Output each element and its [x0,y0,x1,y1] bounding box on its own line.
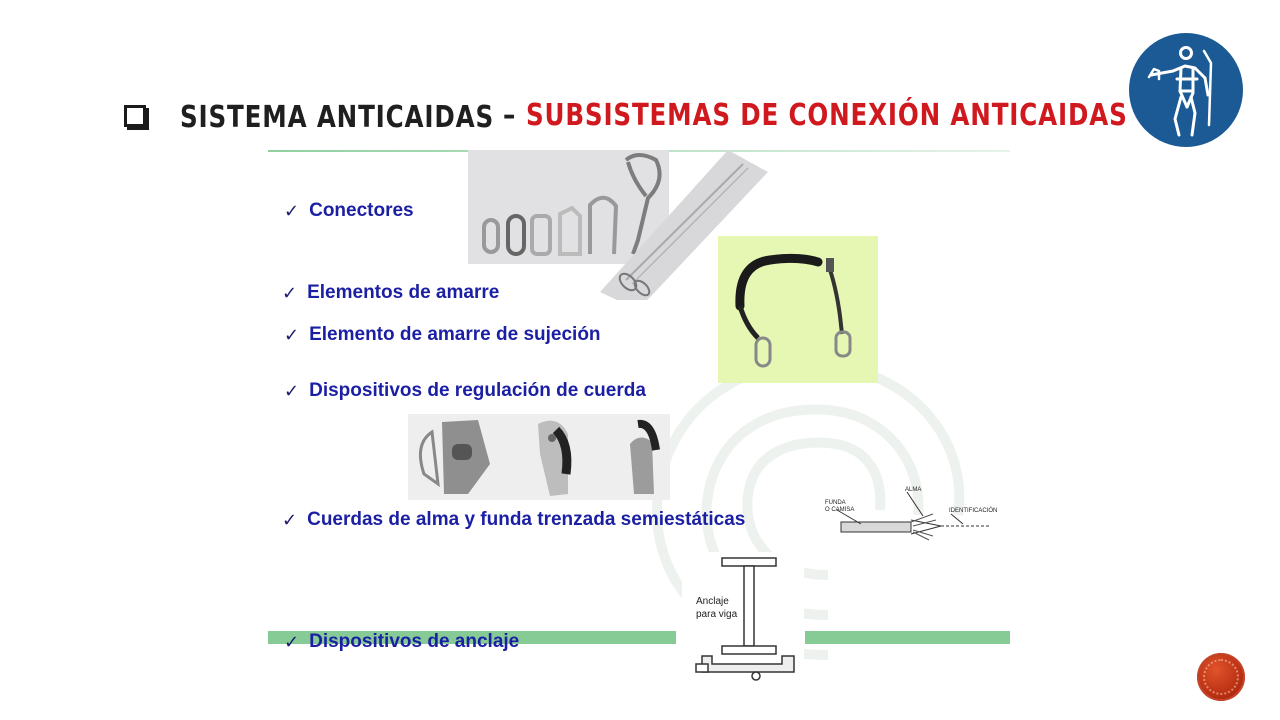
item-label: Cuerdas de alma y funda trenzada semiestáticas [307,509,746,530]
bottom-stripe-right [805,631,1010,644]
content-panel [268,150,1010,685]
checkbox-bullet-icon [124,105,146,127]
beam-anchor-diagram [682,552,804,683]
item-label: Dispositivos de regulación de cuerda [309,380,646,401]
label-funda: FUNDA [825,500,846,506]
list-item-cuerdas [282,509,745,531]
title-dash: – [503,98,516,133]
rope-adjustment-devices-photo [408,414,670,500]
check-icon: ✓ [284,631,300,653]
button-ring-decoration [1203,659,1239,695]
nav-circle-button[interactable] [1197,653,1245,701]
item-label: Elemento de amarre de sujeción [309,324,601,345]
rope-construction-diagram [821,482,1011,546]
list-item-regulacion-cuerda [284,380,646,402]
label-identificacion: IDENTIFICACIÓN [949,508,998,514]
list-item-anclaje [284,631,519,653]
item-label: Conectores [309,200,414,221]
harness-worker-icon [1129,33,1243,147]
beam-label-line1: Anclaje [696,596,729,607]
slide-title-row [124,96,563,138]
check-icon: ✓ [284,200,300,222]
list-item-amarre-sujecion [284,324,601,346]
list-item-elementos-amarre [282,282,499,304]
check-icon: ✓ [284,324,300,346]
list-item-conectores [284,200,414,222]
item-label: Elementos de amarre [307,282,500,303]
check-icon: ✓ [282,282,298,304]
label-alma: ALMA [905,487,922,493]
item-label: Dispositivos de anclaje [309,631,520,652]
title-main: SISTEMA ANTICAIDAS [180,99,494,135]
check-icon: ✓ [282,509,298,531]
label-camisa: O CAMISA [825,507,855,513]
check-icon: ✓ [284,380,300,402]
beam-label-line2: para viga [696,609,738,620]
energy-absorber-lanyard-photo [718,236,878,383]
title-subtitle: SUBSISTEMAS DE CONEXIÓN ANTICAIDAS [526,98,1128,133]
